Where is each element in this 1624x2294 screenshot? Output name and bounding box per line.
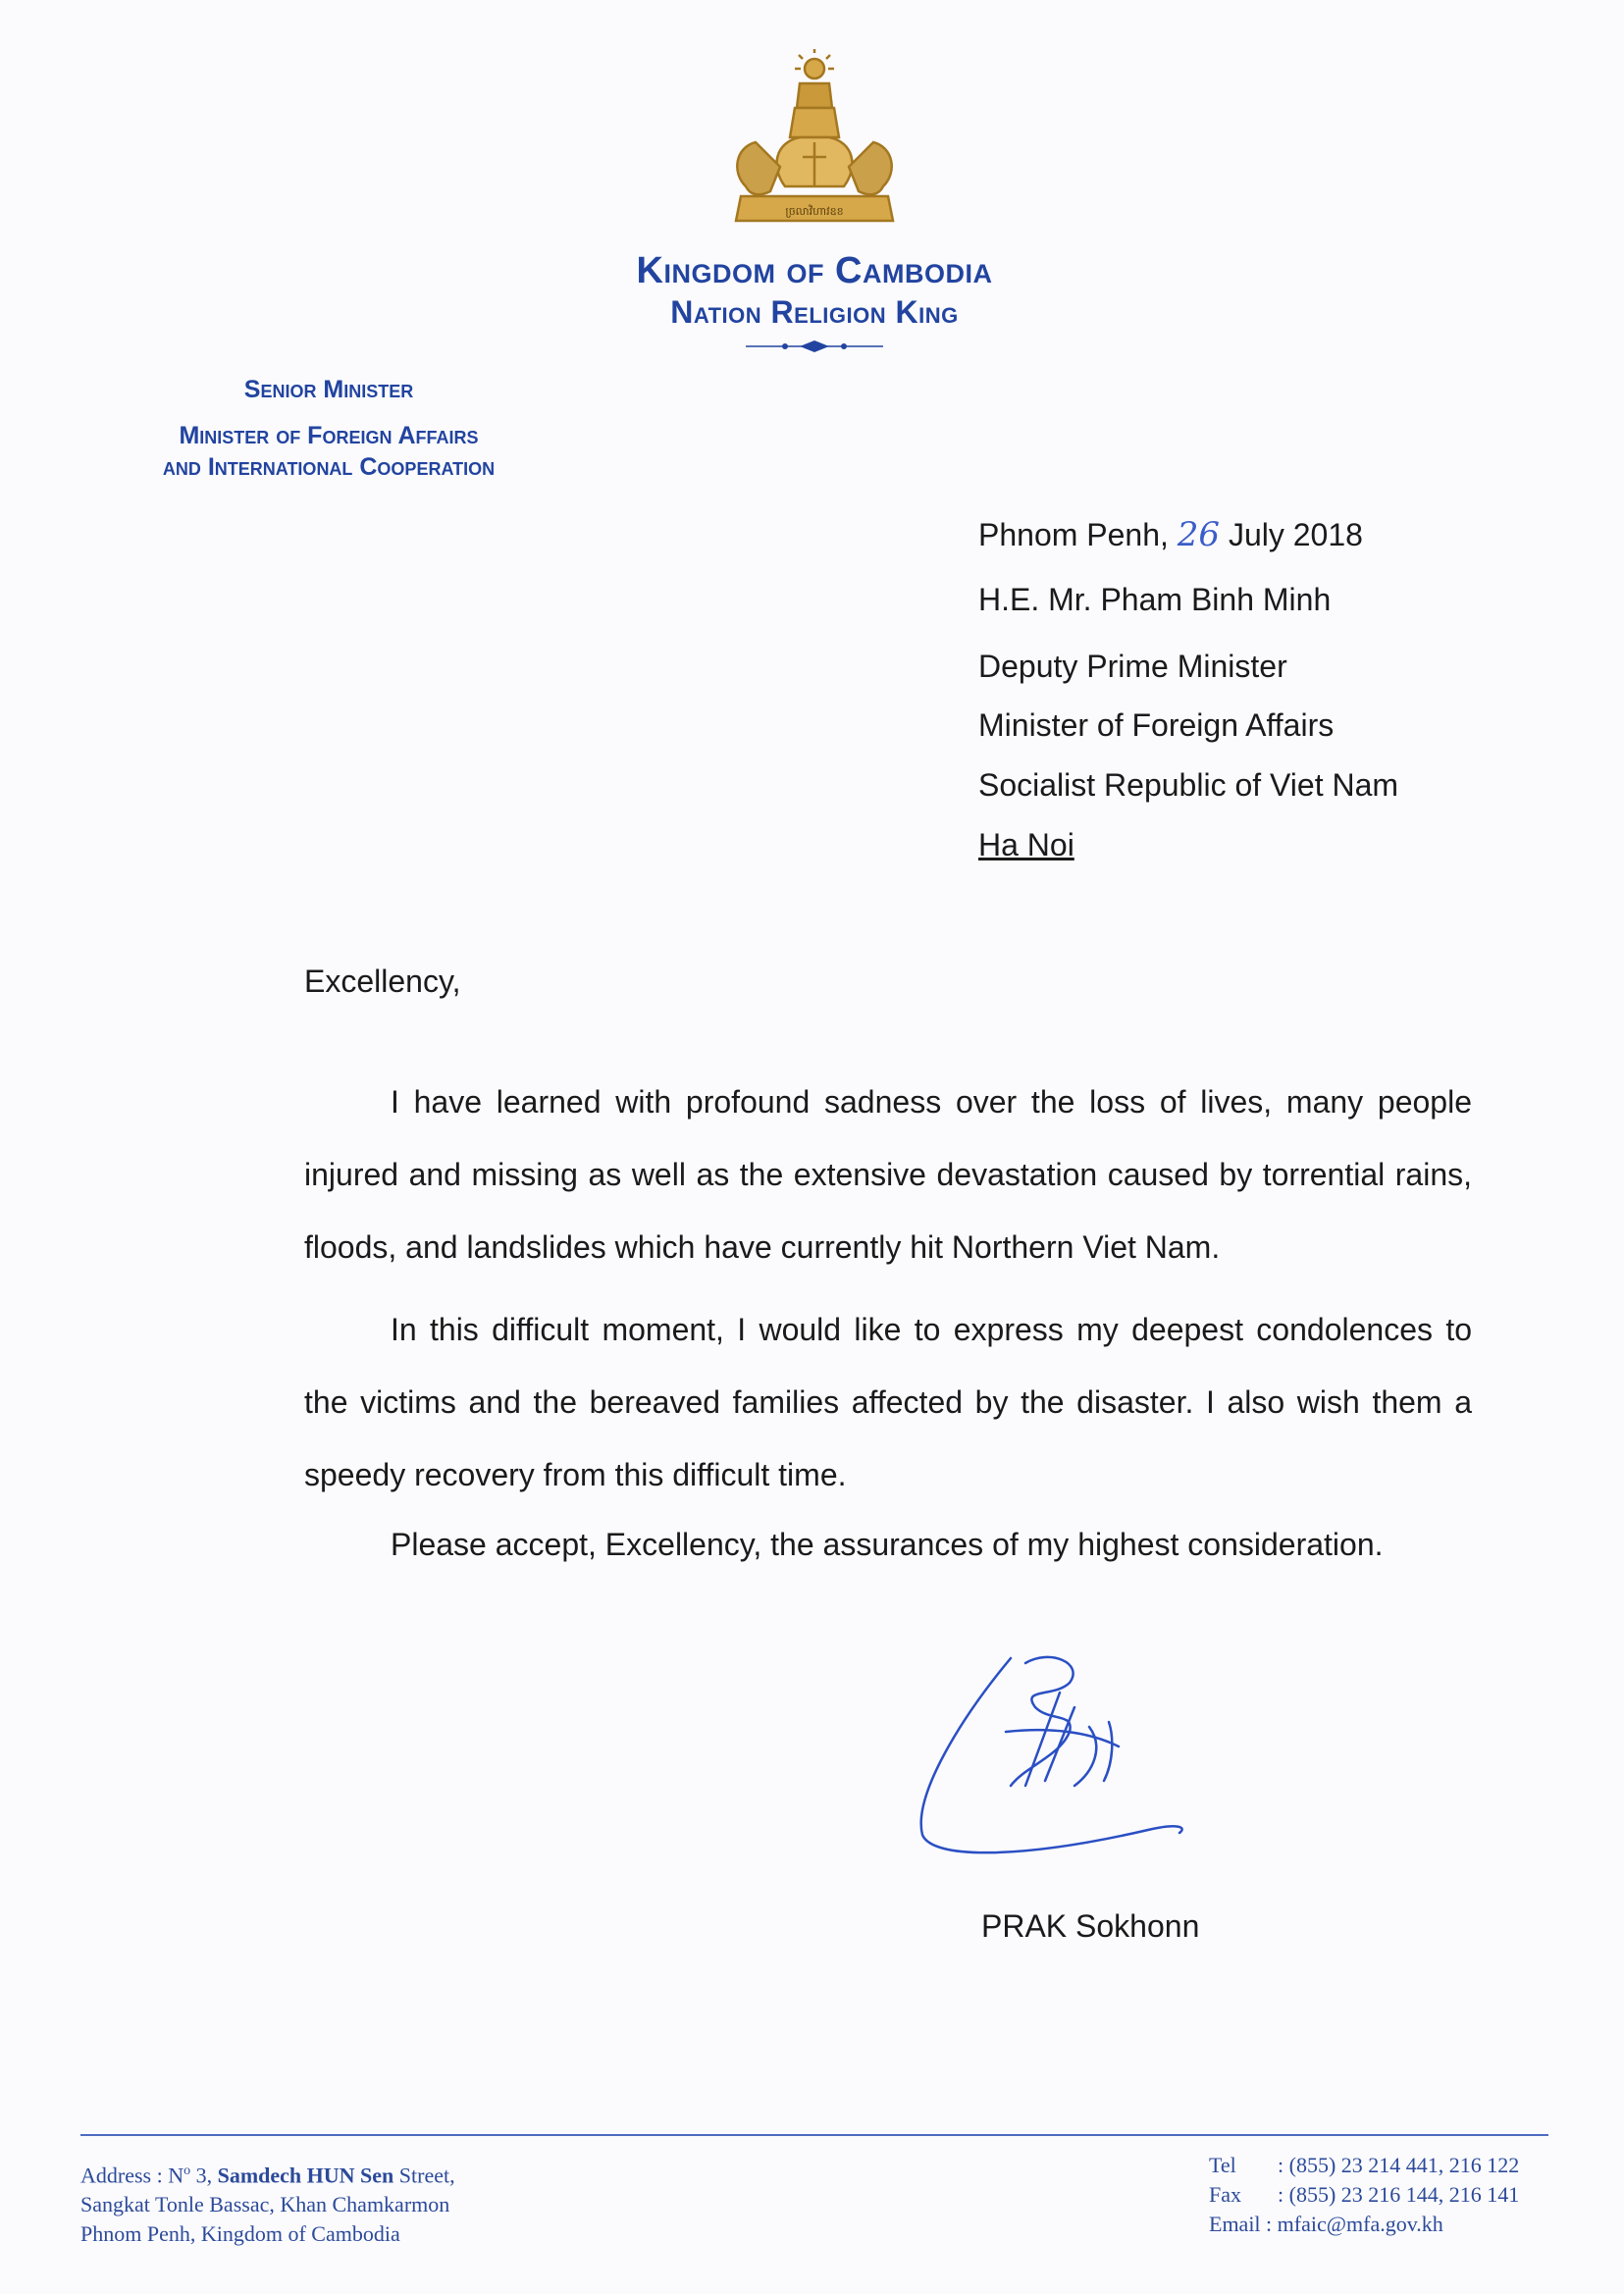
recipient-city: Ha Noi [978,827,1074,862]
footer-address [80,2157,455,2249]
email-label: Email [1209,2212,1261,2236]
paragraph-1: I have learned with profound sadness over the loss of lives, many people injured and missing as well as the extensive devastation caused by torrential rains, floods, and landslides which have currently hit Northern Viet Nam. [304,1084,1472,1265]
footer-divider [80,2134,1548,2136]
closing-post: , the assurances of my highest consideration. [753,1527,1384,1562]
fax-label: Fax [1209,2182,1241,2207]
closing-pre: Please accept, [391,1527,597,1562]
office-line-1: Minister of Foreign Affairs [179,422,479,449]
office-title: Senior Minister [243,376,414,403]
motto-heading: Nation Religion King [670,294,959,330]
closing-emphasis: Excellency [604,1527,754,1562]
recipient-name: H.E. Mr. Pham Binh Minh [978,582,1332,617]
closing-line [391,1527,1384,1563]
office-line-2: and International Cooperation [162,453,496,481]
date-day-handwritten: 26 [1177,515,1221,554]
recipient-title-2: Minister of Foreign Affairs [978,707,1335,743]
country-heading: Kingdom of Cambodia [636,250,993,291]
address-street-suffix: Street, [398,2163,455,2188]
address-line-2: Sangkat Tonle Bassac, Khan Chamkarmon [80,2192,450,2217]
date-place: Phnom Penh, [978,517,1169,552]
address-line-1 [80,2157,455,2190]
salutation: Excellency, [304,964,461,999]
signature-mark [903,1639,1227,1874]
paragraph-2: In this difficult moment, I would like to express my deepest condolences to the victims and the bereaved families affected by the disaster. I also wish them a speedy recovery from this difficult time. [304,1312,1472,1492]
contact-tel [1209,2151,1519,2180]
ornament-divider-icon [741,337,888,356]
fax-value: : (855) 23 216 144, 216 141 [1278,2182,1520,2207]
royal-crest-icon [716,49,913,235]
tel-label: Tel [1209,2153,1236,2177]
date-month-year: July 2018 [1228,517,1363,552]
address-number-sup: o [183,2164,191,2178]
letter-body [304,1066,1472,1521]
address-label: Address : N [80,2163,184,2188]
email-value[interactable]: : mfaic@mfa.gov.kh [1266,2212,1443,2236]
tel-value: : (855) 23 214 441, 216 122 [1278,2153,1520,2177]
contact-fax [1209,2180,1519,2210]
dateline [978,515,1363,554]
contact-email [1209,2210,1519,2239]
signer-name: PRAK Sokhonn [981,1908,1200,1944]
recipient-title-1: Deputy Prime Minister [978,649,1287,684]
crest-label: ច្រលាវិហាវឧខ [785,205,844,218]
address-street-name: Samdech HUN Sen [217,2163,394,2188]
address-number: 3, [190,2163,213,2188]
footer-contacts [1209,2151,1519,2239]
address-line-3: Phnom Penh, Kingdom of Cambodia [80,2221,400,2247]
recipient-country: Socialist Republic of Viet Nam [978,767,1399,803]
